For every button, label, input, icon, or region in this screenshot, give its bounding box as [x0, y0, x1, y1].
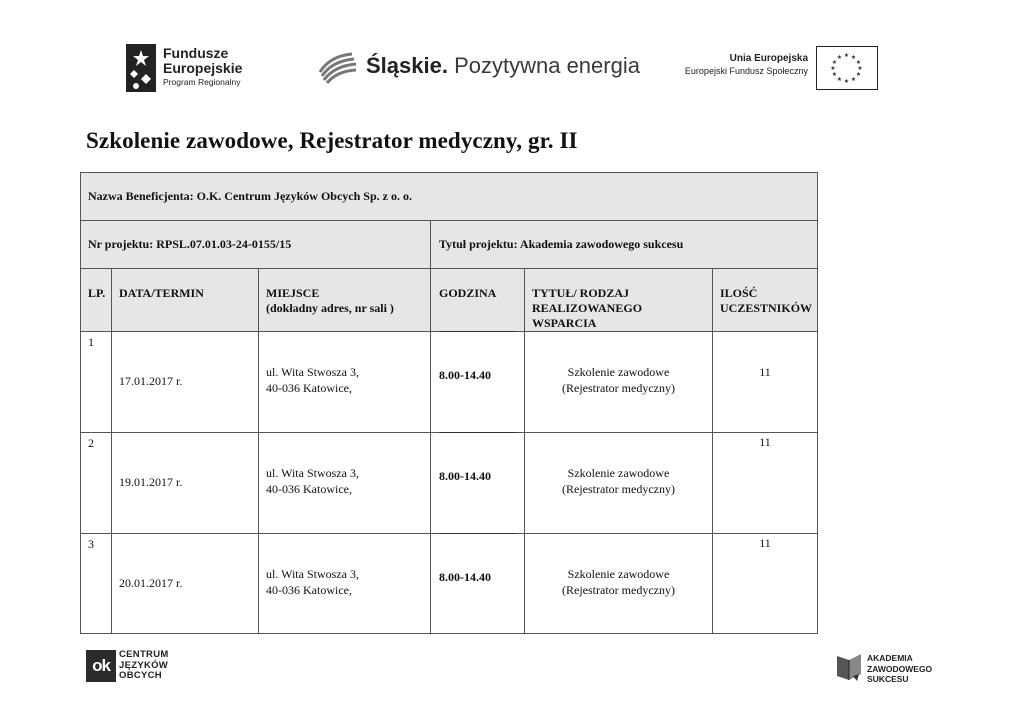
project-number: Nr projektu: RPSL.07.01.03-24-0155/15	[88, 237, 292, 251]
fundusze-europejskie-icon	[126, 44, 156, 92]
centrum-jezykow-obcych-logo	[86, 650, 176, 684]
row-type	[525, 364, 712, 396]
row-divider	[81, 220, 817, 221]
header-place-line-2: (dokładny adres, nr sali )	[266, 301, 394, 315]
header-date: DATA/TERMIN	[119, 286, 204, 300]
row-type-line-1: Szkolenie zawodowe	[567, 365, 670, 379]
svg-text:★: ★	[831, 59, 838, 66]
row-date: 20.01.2017 r.	[119, 576, 183, 590]
row-time: 8.00-14.40	[439, 570, 491, 584]
svg-text:★: ★	[843, 78, 850, 85]
cjo-badge: ok	[86, 650, 116, 682]
header-place	[266, 286, 394, 316]
col-divider	[430, 221, 431, 269]
slaskie-swoosh-icon	[318, 50, 358, 84]
akademia-book-icon	[835, 650, 863, 682]
row-address-line-1: ul. Wita Stwosza 3,	[266, 567, 359, 581]
row-address	[266, 566, 359, 598]
svg-text:★: ★	[850, 76, 857, 83]
cjo-line-1: CENTRUM	[119, 649, 169, 660]
time-rule	[439, 533, 517, 534]
row-address-line-1: ul. Wita Stwosza 3,	[266, 365, 359, 379]
header-count-line-2: UCZESTNIKÓW	[720, 301, 813, 315]
slaskie-logo	[318, 50, 638, 86]
row-address-line-2: 40-036 Katowice,	[266, 482, 352, 496]
time-rule	[439, 432, 517, 433]
row-type-line-2: (Rejestrator medyczny)	[562, 583, 675, 597]
table-row	[81, 534, 817, 633]
akademia-logo	[835, 650, 945, 684]
svg-text:★: ★	[831, 71, 838, 78]
fe-line-2: Europejskie	[163, 60, 243, 76]
header-lp: LP.	[88, 286, 106, 300]
svg-text:★: ★	[855, 59, 862, 66]
row-type-line-1: Szkolenie zawodowe	[567, 567, 670, 581]
header-count	[720, 286, 812, 316]
slaskie-slogan: Pozytywna energia	[454, 53, 640, 78]
eu-flag-icon	[816, 46, 878, 90]
row-count: 11	[759, 365, 771, 379]
row-type-line-2: (Rejestrator medyczny)	[562, 482, 675, 496]
header-count-line-1: ILOŚĆ	[720, 286, 758, 300]
header-place-line-1: MIEJSCE	[266, 286, 320, 300]
project-title: Tytuł projektu: Akademia zawodowego sukcesu	[439, 237, 684, 251]
svg-text:★: ★	[843, 52, 850, 59]
eu-line-2: Europejski Fundusz Społeczny	[684, 66, 808, 76]
header-type-line-3: WSPARCIA	[532, 316, 597, 330]
svg-text:★: ★	[855, 71, 862, 78]
table-row	[81, 433, 817, 533]
row-lp: 2	[88, 436, 94, 450]
row-address-line-1: ul. Wita Stwosza 3,	[266, 466, 359, 480]
schedule-table	[80, 172, 818, 634]
azs-line-3: SUKCESU	[867, 674, 909, 684]
row-time: 8.00-14.40	[439, 469, 491, 483]
fe-line-1: Fundusze	[163, 45, 229, 61]
header-time: GODZINA	[439, 286, 497, 300]
row-lp: 1	[88, 335, 94, 349]
fe-line-3: Program Regionalny	[163, 77, 241, 87]
svg-text:★: ★	[836, 54, 843, 61]
cjo-line-3: OBCYCH	[119, 670, 162, 681]
row-type-line-1: Szkolenie zawodowe	[567, 466, 670, 480]
row-divider	[81, 268, 817, 269]
fundusze-europejskie-logo	[126, 44, 266, 94]
row-count: 11	[759, 536, 771, 550]
row-address-line-2: 40-036 Katowice,	[266, 381, 352, 395]
page-title: Szkolenie zawodowe, Rejestrator medyczny, gr. II	[86, 128, 578, 153]
row-type-line-2: (Rejestrator medyczny)	[562, 381, 675, 395]
row-date: 17.01.2017 r.	[119, 374, 183, 388]
cjo-line-2: JĘZYKÓW	[119, 659, 169, 671]
header-type-line-1: TYTUŁ/ RODZAJ	[532, 286, 630, 300]
svg-text:★: ★	[830, 65, 836, 72]
header-type-line-2: REALIZOWANEGO	[532, 301, 643, 315]
azs-line-1: AKADEMIA	[867, 653, 913, 663]
row-date: 19.01.2017 r.	[119, 475, 183, 489]
row-time: 8.00-14.40	[439, 368, 491, 382]
row-address	[266, 465, 359, 497]
eu-logo	[660, 46, 880, 92]
slaskie-brand: Śląskie.	[366, 53, 448, 78]
row-type	[525, 566, 712, 598]
beneficiary: Nazwa Beneficjenta: O.K. Centrum Języków Obcych Sp. z o. o.	[88, 189, 412, 203]
eu-line-1: Unia Europejska	[729, 53, 808, 64]
svg-text:★: ★	[857, 65, 863, 72]
azs-line-2: ZAWODOWEGO	[867, 663, 933, 674]
svg-text:★: ★	[836, 76, 843, 83]
row-address	[266, 364, 359, 396]
row-type	[525, 465, 712, 497]
row-count: 11	[759, 435, 771, 449]
header-type	[532, 286, 642, 331]
svg-text:★: ★	[850, 54, 857, 61]
row-address-line-2: 40-036 Katowice,	[266, 583, 352, 597]
row-lp: 3	[88, 537, 94, 551]
table-row	[81, 332, 817, 432]
time-rule	[439, 331, 517, 332]
